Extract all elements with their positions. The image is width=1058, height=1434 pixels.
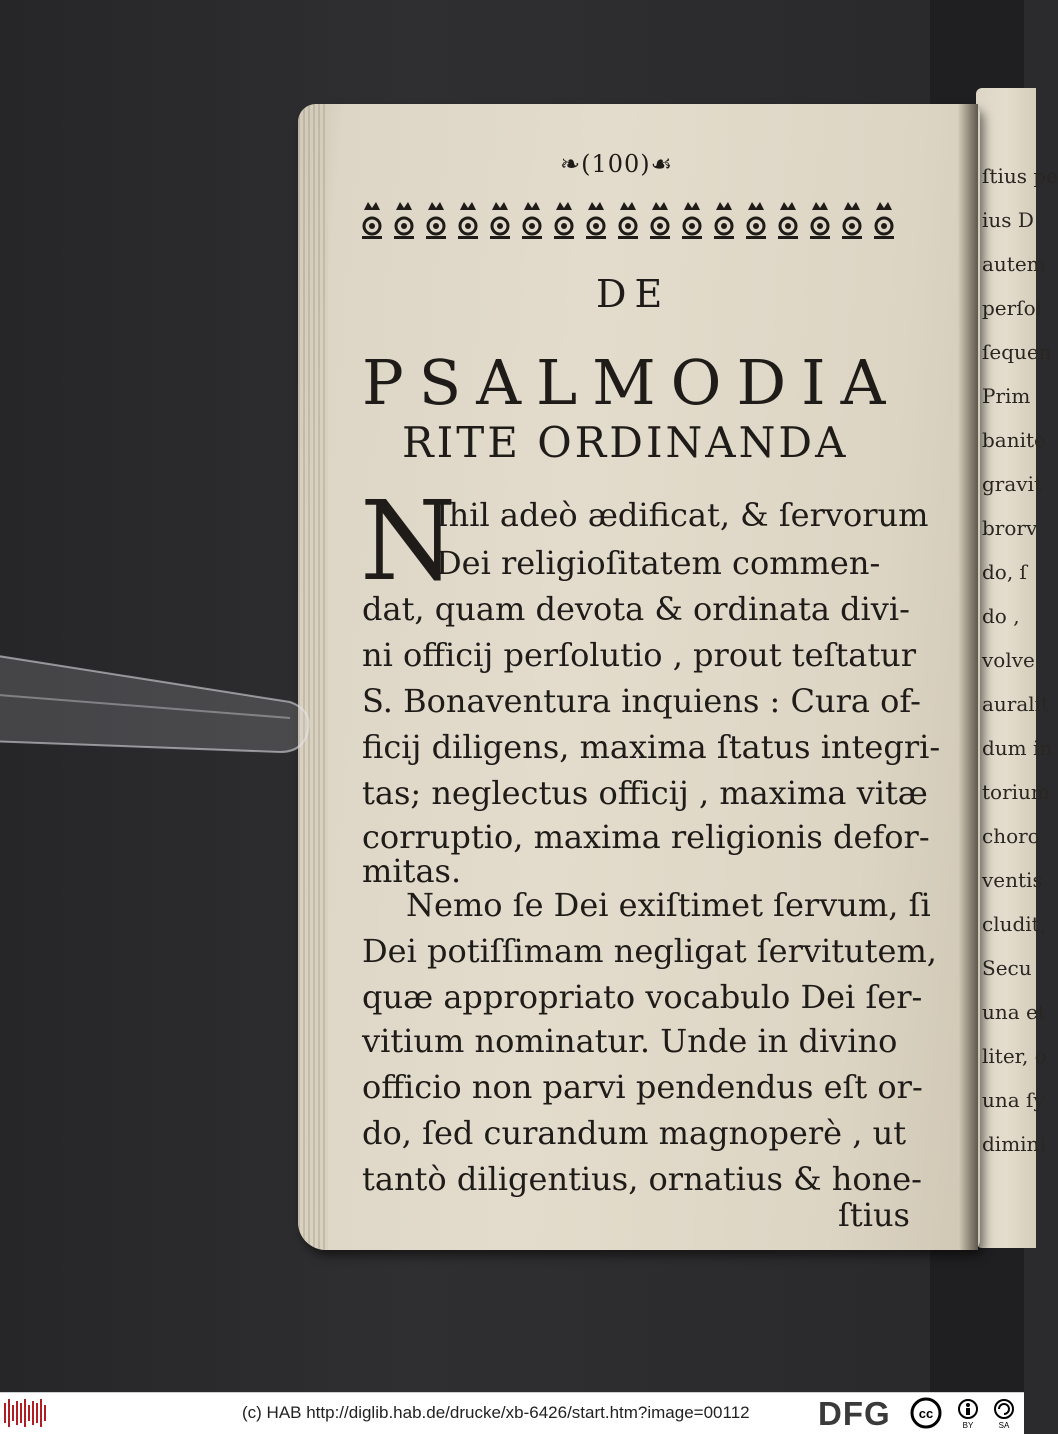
next-page-line: banite xyxy=(982,428,1046,452)
next-page-line: do, ſ xyxy=(982,560,1027,584)
fleuron-icon xyxy=(650,202,670,239)
fleuron-icon xyxy=(714,202,734,239)
next-page-line: autem xyxy=(982,252,1046,276)
ornament-band-icon xyxy=(356,196,900,244)
next-page-line: dum in xyxy=(982,736,1053,760)
fleuron-icon xyxy=(490,202,510,239)
next-page-line: una et xyxy=(982,1000,1046,1024)
fleuron-icon xyxy=(554,202,574,239)
next-page-line: cludit, xyxy=(982,912,1047,936)
page-number xyxy=(560,150,673,178)
next-page-line: ſequen xyxy=(982,340,1052,364)
fleuron-icon xyxy=(682,202,702,239)
next-page-line: ſtius pe xyxy=(982,164,1058,188)
next-page-line: brorv xyxy=(982,516,1038,540)
fleuron-icon xyxy=(618,202,638,239)
body-line: do, ſed curandum magnoperè , ut xyxy=(362,1114,907,1152)
fleuron-icon xyxy=(746,202,766,239)
next-page-line: choro xyxy=(982,824,1040,848)
next-page-line: do , xyxy=(982,604,1020,628)
body-line: dat, quam devota & ordinata divi- xyxy=(362,590,910,628)
fleuron-icon xyxy=(458,202,478,239)
next-page-line: torium xyxy=(982,780,1050,804)
heading-main: PSALMODIA xyxy=(362,346,901,419)
svg-text:SA: SA xyxy=(998,1421,1010,1430)
next-page-line: ventis xyxy=(982,868,1043,892)
page-holder-pointer-icon xyxy=(0,640,360,770)
hab-logo-icon xyxy=(4,1399,48,1427)
next-page-line: ius D xyxy=(982,208,1034,232)
body-line: ſtius xyxy=(838,1196,910,1234)
next-page-line: liter, o xyxy=(982,1044,1047,1068)
page-number-value: (100) xyxy=(581,150,651,178)
body-line: officio non parvi pendendus eſt or- xyxy=(362,1068,923,1106)
body-line: ficij diligens, maxima ſtatus integri- xyxy=(362,728,941,766)
ornament-right-icon: ☙ xyxy=(650,150,674,178)
next-page-line: Secu xyxy=(982,956,1032,980)
fleuron-icon xyxy=(394,202,414,239)
body-line: Nemo ſe Dei exiſtimet ſervum, ſi xyxy=(406,886,931,924)
fleuron-icon xyxy=(810,202,830,239)
next-page-line: perſol xyxy=(982,296,1043,320)
next-page-line: volve xyxy=(982,648,1035,672)
dfg-logo: DFG xyxy=(818,1395,891,1432)
body-line: corruptio, maxima religionis defor- xyxy=(362,818,930,856)
heading-sub: RITE ORDINANDA xyxy=(402,418,849,467)
body-line: vitium nominatur. Unde in divino xyxy=(362,1022,898,1060)
body-line: tantò diligentius, ornatius & hone- xyxy=(362,1160,922,1198)
next-page-line: dimini xyxy=(982,1132,1046,1156)
body-line: Dei potiſſimam negligat ſervitutem, xyxy=(362,932,937,970)
sa-icon xyxy=(995,1400,1013,1418)
fleuron-icon xyxy=(362,202,382,239)
fleuron-icon xyxy=(426,202,446,239)
ornament-left-icon: ❧ xyxy=(560,150,582,178)
next-page-fragment xyxy=(976,88,1058,1248)
body-line: Dei religioſitatem commen- xyxy=(436,544,881,582)
svg-text:BY: BY xyxy=(962,1421,974,1430)
body-line: mitas. xyxy=(362,852,462,890)
fleuron-icon xyxy=(842,202,862,239)
next-page-line: Prim xyxy=(982,384,1031,408)
heading-de: DE xyxy=(596,272,671,316)
body-line: quæ appropriato vocabulo Dei ſer- xyxy=(362,978,923,1016)
fleuron-icon xyxy=(778,202,798,239)
next-page-line: una ſy xyxy=(982,1088,1045,1112)
fleuron-icon xyxy=(586,202,606,239)
body-line: ni officij perſolutio , prout teſtatur xyxy=(362,636,917,674)
book-gutter xyxy=(958,104,978,1250)
body-line: tas; neglectus officij , maxima vitæ xyxy=(362,774,928,812)
citation-link[interactable]: (c) HAB http://diglib.hab.de/drucke/xb-6426/start.htm?image=00112 xyxy=(242,1403,750,1422)
fleuron-icon xyxy=(522,202,542,239)
svg-text:cc: cc xyxy=(918,1406,934,1421)
cc-license-icon[interactable] xyxy=(910,1397,1022,1429)
ornament-band xyxy=(356,196,900,244)
next-page-line: gravit xyxy=(982,472,1043,496)
next-page-line: auralit xyxy=(982,692,1050,716)
body-line: S. Bonaventura inquiens : Cura of- xyxy=(362,682,921,720)
fleuron-icon xyxy=(874,202,894,239)
body-line: Ihil adeò ædificat, & ſervorum xyxy=(436,496,929,534)
footer-bar xyxy=(0,1392,1024,1434)
drop-cap: N xyxy=(360,477,457,605)
